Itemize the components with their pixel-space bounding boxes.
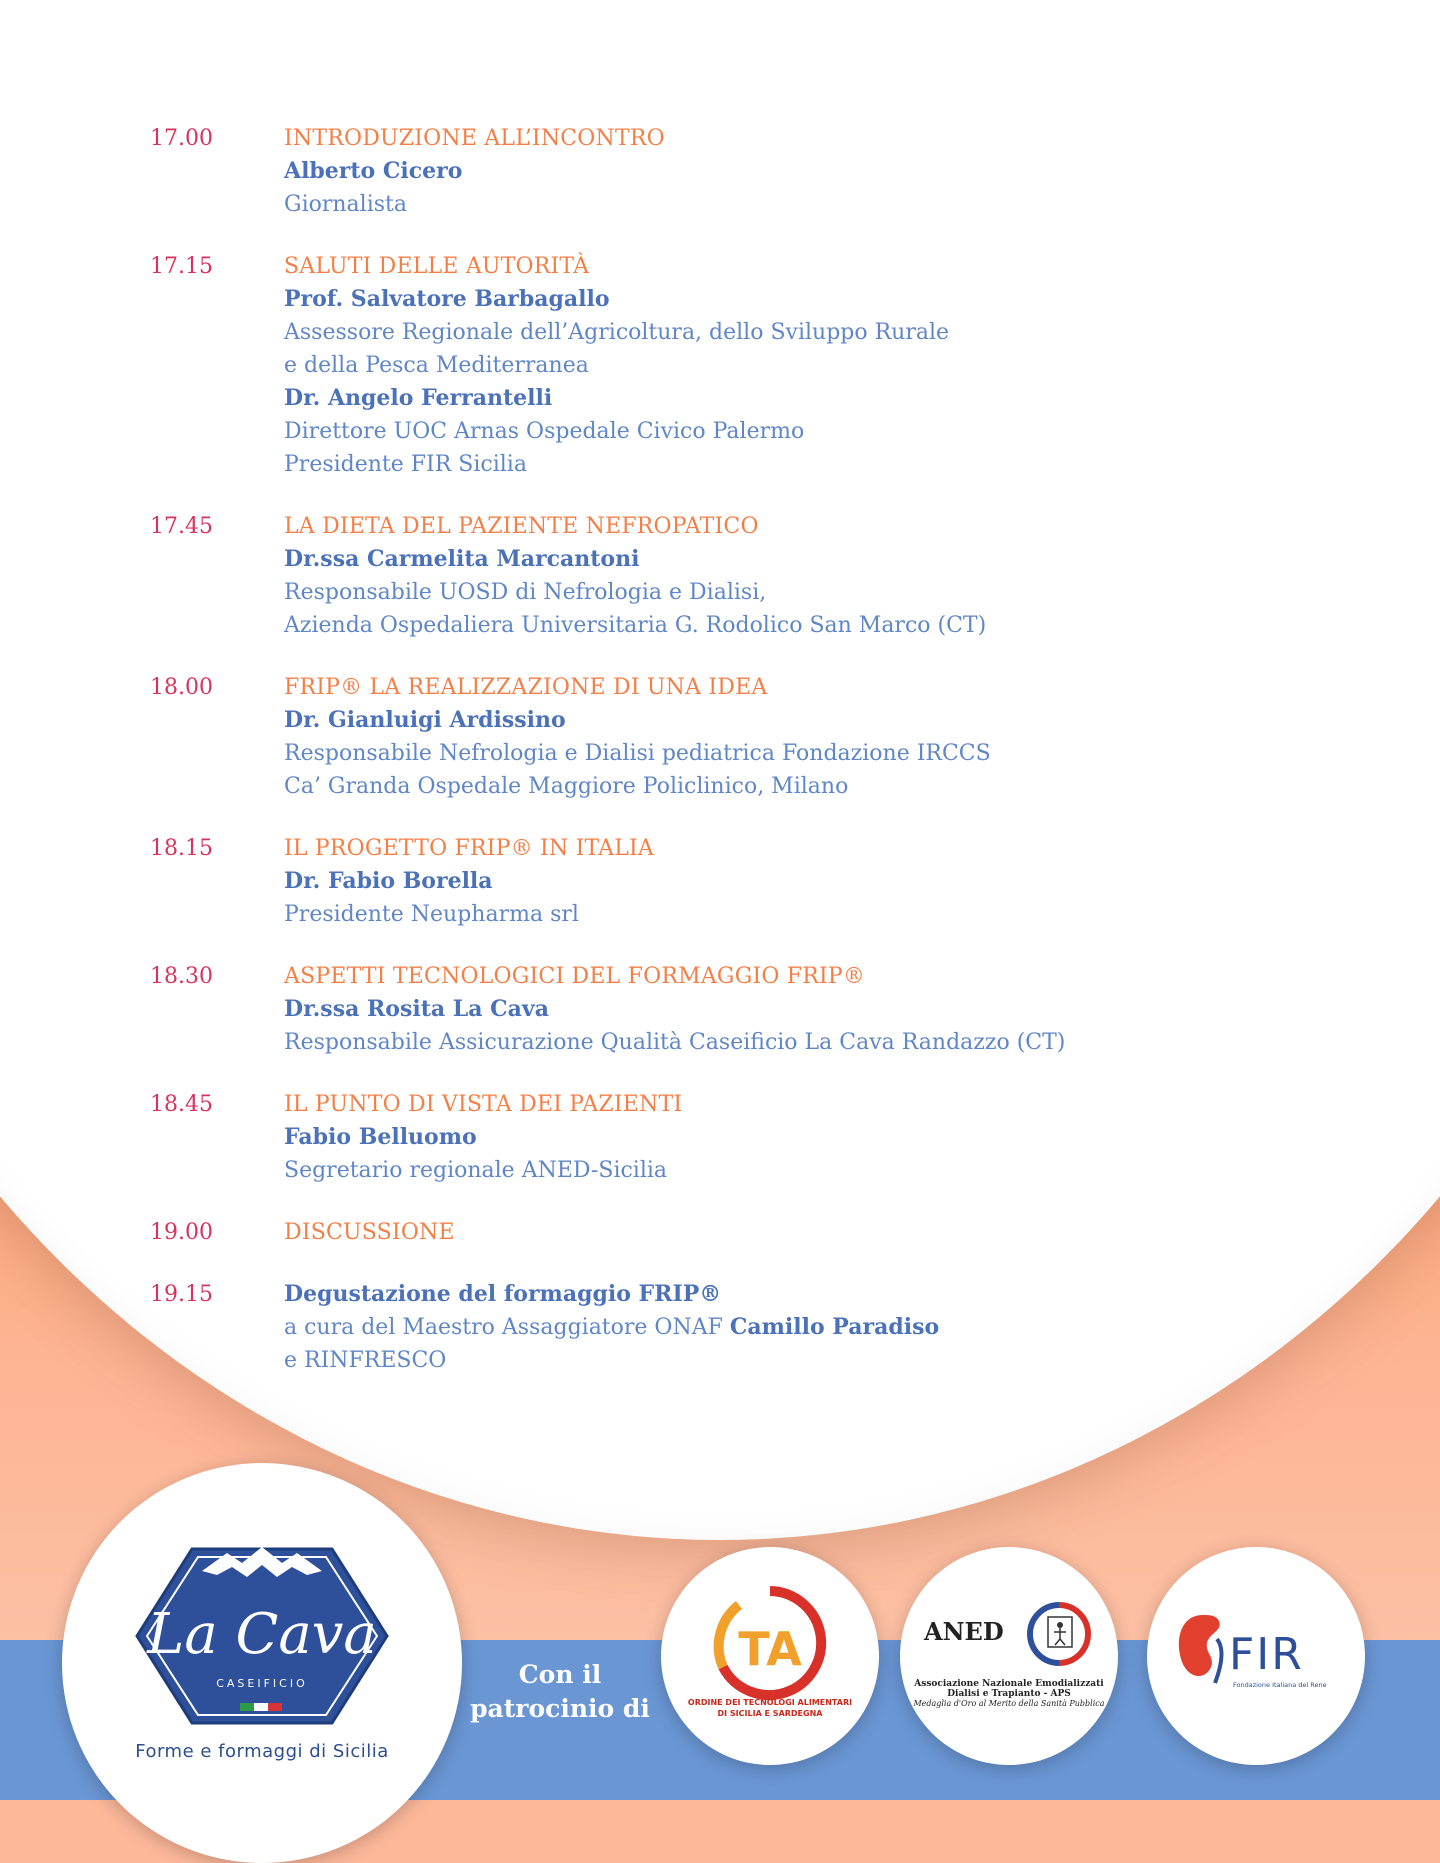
agenda-item — [150, 122, 1150, 221]
la-cava-subbrand-text: CASEIFICIO — [216, 1677, 308, 1690]
agenda-title: ASPETTI TECNOLOGICI DEL FORMAGGIO FRIP® — [284, 964, 866, 989]
agenda-title: IL PROGETTO FRIP® IN ITALIA — [284, 836, 655, 861]
agenda-item — [150, 1216, 1150, 1249]
agenda-title: DISCUSSIONE — [284, 1220, 455, 1245]
agenda-content — [284, 1278, 1150, 1377]
agenda-time: 17.15 — [150, 254, 213, 279]
patronage-label — [470, 1658, 650, 1726]
aned-logo-badge — [900, 1547, 1118, 1765]
ita-caption — [661, 1697, 879, 1719]
agenda-speaker: Dr. Fabio Borella — [284, 868, 493, 894]
agenda-speaker-inline: Camillo Paradiso — [729, 1314, 940, 1340]
agenda-speaker: Dr.ssa Carmelita Marcantoni — [284, 546, 640, 572]
agenda-title: LA DIETA DEL PAZIENTE NEFROPATICO — [284, 514, 759, 539]
agenda-speaker: Degustazione del formaggio FRIP® — [284, 1281, 722, 1307]
aned-caption-line-2: Dialisi e Trapianto - APS — [947, 1689, 1071, 1699]
agenda-role-line: Azienda Ospedaliera Universitaria G. Rodolico San Marco (CT) — [284, 613, 987, 638]
agenda-speaker: Dr. Angelo Ferrantelli — [284, 385, 553, 411]
agenda-content — [284, 960, 1150, 1059]
agenda-time: 19.00 — [150, 1220, 213, 1245]
agenda-title: INTRODUZIONE ALL’INCONTRO — [284, 126, 665, 151]
patronage-line-2: patrocinio di — [470, 1694, 650, 1723]
ita-mark-text: TA — [738, 1622, 802, 1676]
ita-caption-line-2: DI SICILIA E SARDEGNA — [717, 1709, 823, 1718]
agenda-speaker: Fabio Belluomo — [284, 1124, 477, 1150]
ita-logo-mark — [661, 1547, 879, 1765]
agenda-speaker: Dr. Gianluigi Ardissino — [284, 707, 566, 733]
aned-caption — [910, 1679, 1108, 1709]
kidney-icon — [1171, 1609, 1235, 1689]
agenda-role-line: Direttore UOC Arnas Ospedale Civico Palermo — [284, 419, 805, 444]
agenda-speaker: Prof. Salvatore Barbagallo — [284, 286, 610, 312]
ita-logo-badge — [661, 1547, 879, 1765]
agenda-item — [150, 671, 1150, 803]
agenda-speaker: Dr.ssa Rosita La Cava — [284, 996, 549, 1022]
aned-caption-line-1: Associazione Nazionale Emodializzati — [914, 1679, 1104, 1689]
agenda-item — [150, 832, 1150, 931]
agenda-role-line: Segretario regionale ANED-Sicilia — [284, 1158, 668, 1183]
agenda-content — [284, 1088, 1150, 1187]
agenda-item — [150, 510, 1150, 642]
agenda-role-line: e RINFRESCO — [284, 1348, 447, 1373]
agenda-content — [284, 671, 1150, 803]
aned-mark-text: ANED — [924, 1617, 1004, 1646]
agenda-time: 18.30 — [150, 964, 213, 989]
agenda-speaker: Alberto Cicero — [284, 158, 463, 184]
agenda-time: 19.15 — [150, 1282, 213, 1307]
agenda-role-line: Presidente Neupharma srl — [284, 902, 579, 927]
agenda-content — [284, 510, 1150, 642]
aned-emblem-icon — [1024, 1599, 1094, 1669]
agenda-role-line: Presidente FIR Sicilia — [284, 452, 527, 477]
agenda-content — [284, 122, 1150, 221]
fir-logo-badge — [1147, 1547, 1365, 1765]
agenda-role-line: e della Pesca Mediterranea — [284, 353, 589, 378]
agenda-time: 18.45 — [150, 1092, 213, 1117]
la-cava-shield-logo — [132, 1541, 392, 1731]
ita-caption-line-1: ORDINE DEI TECNOLOGI ALIMENTARI — [687, 1698, 853, 1707]
fir-caption: Fondazione Italiana del Rene — [1233, 1681, 1327, 1689]
agenda-list — [150, 122, 1150, 1406]
agenda-item — [150, 960, 1150, 1059]
agenda-time: 18.00 — [150, 675, 213, 700]
agenda-time: 18.15 — [150, 836, 213, 861]
agenda-title: IL PUNTO DI VISTA DEI PAZIENTI — [284, 1092, 683, 1117]
agenda-time: 17.00 — [150, 126, 213, 151]
agenda-title: SALUTI DELLE AUTORITÀ — [284, 254, 590, 279]
la-cava-logo-badge — [62, 1463, 462, 1863]
aned-caption-line-3: Medaglia d'Oro al Merito della Sanità Pubblica — [913, 1699, 1105, 1708]
agenda-role-line — [284, 1311, 1150, 1344]
agenda-role-line: Giornalista — [284, 192, 407, 217]
agenda-role-line: Responsabile Nefrologia e Dialisi pediatrica Fondazione IRCCS — [284, 741, 991, 766]
agenda-item — [150, 250, 1150, 481]
agenda-role-line: Ca’ Granda Ospedale Maggiore Policlinico, Milano — [284, 774, 849, 799]
agenda-item — [150, 1278, 1150, 1377]
agenda-title: FRIP® LA REALIZZAZIONE DI UNA IDEA — [284, 675, 768, 700]
agenda-content — [284, 250, 1150, 481]
agenda-content — [284, 1216, 1150, 1249]
agenda-role-line: Responsabile Assicurazione Qualità Caseificio La Cava Randazzo (CT) — [284, 1030, 1066, 1055]
agenda-role-text: a cura del Maestro Assaggiatore ONAF — [284, 1315, 730, 1340]
fir-mark-text: FIR — [1229, 1629, 1304, 1680]
agenda-role-line: Assessore Regionale dell’Agricoltura, dello Sviluppo Rurale — [284, 320, 950, 345]
agenda-time: 17.45 — [150, 514, 213, 539]
la-cava-brand-text: La Cava — [147, 1602, 377, 1667]
agenda-content — [284, 832, 1150, 931]
agenda-role-line: Responsabile UOSD di Nefrologia e Dialisi, — [284, 580, 767, 605]
agenda-item — [150, 1088, 1150, 1187]
patronage-line-1: Con il — [518, 1660, 602, 1689]
la-cava-tagline: Forme e formaggi di Sicilia — [135, 1741, 389, 1762]
